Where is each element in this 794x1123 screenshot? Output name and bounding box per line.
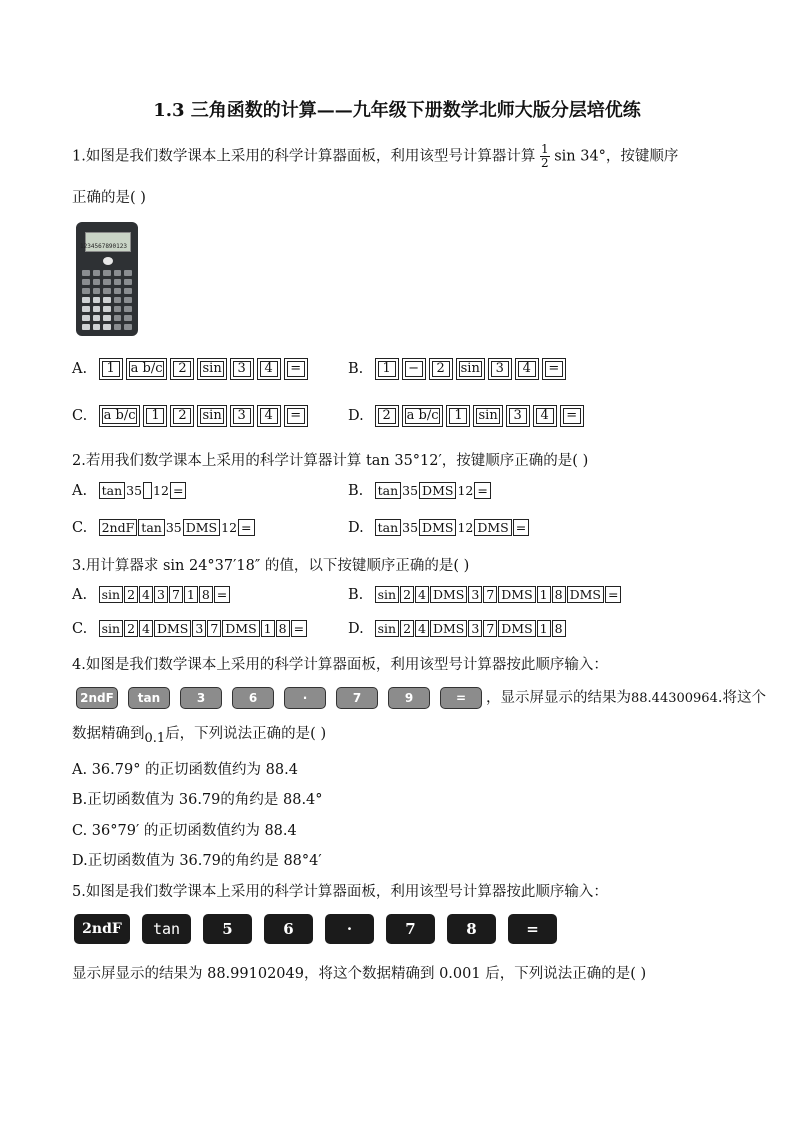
key-tan: tan xyxy=(128,687,170,709)
q4-key-sequence xyxy=(76,686,766,709)
q3-option-b[interactable]: B. sin 2 4 DMS 3 7 DMS 1 8 DMS = xyxy=(348,586,622,603)
calculator-keypad xyxy=(82,270,132,330)
q4-after-keys: ，显示屏显示的结果为 xyxy=(486,690,631,706)
key-7: 7 xyxy=(386,914,435,944)
question-2-stem: 2.若用我们数学课本上采用的科学计算器计算 tan 35°12′，按键顺序正确的是( ) xyxy=(72,453,589,469)
question-5-text2: 显示屏显示的结果为 88.99102049，将这个数据精确到 0.001 后，下列说法正确的是( ) xyxy=(72,966,647,982)
q4-after-result: .将这个 xyxy=(717,690,766,706)
key-7: 7 xyxy=(336,687,378,709)
key-2ndf: 2ndF xyxy=(76,687,118,709)
q4-choice-a[interactable]: A. 36.79° 的正切函数值约为 88.4 xyxy=(72,762,298,778)
q4-choice-d[interactable]: D.正切函数值为 36.79的角约是 88°4′ xyxy=(72,853,322,869)
question-5-stem: 5.如图是我们数学课本上采用的科学计算器面板，利用该型号计算器按此顺序输入： xyxy=(72,884,608,900)
question-1-text-a: 1.如图是我们数学课本上采用的科学计算器面板，利用该型号计算器计算 xyxy=(72,148,536,165)
q3-option-c[interactable]: C. sin 2 4 DMS 3 7 DMS 1 8 = xyxy=(72,620,308,637)
key-2ndf: 2ndF xyxy=(74,914,130,944)
calculator-screen: 1234567890123 xyxy=(85,232,131,252)
key-tan: tan xyxy=(142,914,191,944)
fraction-one-half: $\frac{1}{2}$ xyxy=(540,142,549,170)
q4-result: 88.44300964 xyxy=(631,691,718,706)
q1-option-b[interactable]: B. 1 − 2 sin 3 4 = xyxy=(348,358,569,380)
q4-choice-c[interactable]: C. 36°79′ 的正切函数值约为 88.4 xyxy=(72,823,297,839)
key-6: 6 xyxy=(264,914,313,944)
key-dot: · xyxy=(284,687,326,709)
question-3-stem: 3.用计算器求 sin 24°37′18″ 的值，以下按键顺序正确的是( ) xyxy=(72,558,470,574)
q1-option-d[interactable]: D. 2 a b/c 1 sin 3 4 = xyxy=(348,405,587,427)
q2-option-b[interactable]: B. tan 35 DMS 12 = xyxy=(348,482,492,499)
q4-line3: 数据精确到0.1后，下列说法正确的是( ) xyxy=(72,726,327,746)
key-8: 8 xyxy=(447,914,496,944)
q1-option-a[interactable]: A. 1 a b/c 2 sin 3 4 = xyxy=(72,358,311,380)
q3-option-d[interactable]: D. sin 2 4 DMS 3 7 DMS 1 8 xyxy=(348,620,567,637)
key-equals: = xyxy=(440,687,482,709)
calculator-image xyxy=(76,222,138,336)
q4-choice-b[interactable]: B.正切函数值为 36.79的角约是 88.4° xyxy=(72,792,323,808)
q5-key-sequence xyxy=(74,914,574,946)
calculator-dpad xyxy=(103,257,113,265)
question-4-stem: 4.如图是我们数学课本上采用的科学计算器面板，利用该型号计算器按此顺序输入： xyxy=(72,657,608,673)
question-1-stem xyxy=(72,143,678,170)
key-5: 5 xyxy=(203,914,252,944)
key-9: 9 xyxy=(388,687,430,709)
key-dot: · xyxy=(325,914,374,944)
q2-option-a[interactable]: A. tan 35 12 = xyxy=(72,482,187,499)
q1-option-c[interactable]: C. a b/c 1 2 sin 3 4 = xyxy=(72,405,311,427)
page-title: 1.3 三角函数的计算——九年级下册数学北师大版分层培优练 xyxy=(153,100,641,121)
q2-option-d[interactable]: D. tan 35 DMS 12 DMS = xyxy=(348,519,530,536)
key-equals: = xyxy=(508,914,557,944)
q2-option-c[interactable]: C. 2ndF tan 35 DMS 12 = xyxy=(72,519,256,536)
key-6: 6 xyxy=(232,687,274,709)
question-1-text-b: sin 34°，按键顺序 xyxy=(554,148,679,165)
key-3: 3 xyxy=(180,687,222,709)
q3-option-a[interactable]: A. sin 2 4 3 7 1 8 = xyxy=(72,586,231,603)
q4-precision: 0.1 xyxy=(144,731,166,746)
question-1-text-c: 正确的是( ) xyxy=(72,190,146,206)
